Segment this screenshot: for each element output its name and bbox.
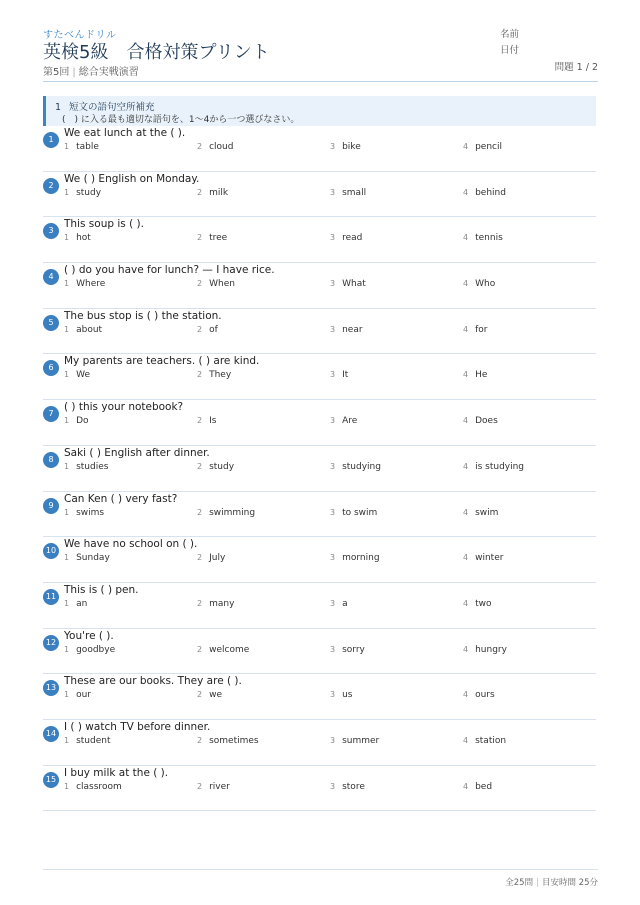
question-item	[43, 492, 596, 538]
question-stem: We ( ) English on Monday.	[64, 172, 200, 185]
option-number: 2	[197, 507, 203, 517]
question-stem: We have no school on ( ).	[64, 538, 198, 551]
answer-option[interactable]	[197, 370, 231, 380]
option-text: read	[342, 233, 363, 244]
answer-option[interactable]	[197, 325, 218, 335]
question-number-badge: 11	[43, 589, 59, 605]
question-stem: I buy milk at the ( ).	[64, 766, 169, 779]
option-number: 3	[330, 735, 336, 745]
answer-option[interactable]	[463, 599, 492, 609]
option-text: bike	[342, 142, 361, 152]
question-stem: Saki ( ) English after dinner.	[64, 446, 210, 459]
answer-options	[64, 416, 596, 430]
option-text: It	[342, 370, 349, 381]
option-text: for	[475, 324, 488, 335]
answer-option[interactable]	[197, 508, 255, 518]
option-number: 1	[64, 279, 70, 289]
option-number: 3	[330, 644, 336, 654]
option-number: 3	[330, 187, 336, 197]
option-text: July	[209, 553, 226, 564]
question-number-badge: 10	[43, 543, 59, 559]
footer-divider	[43, 869, 598, 870]
option-number: 2	[197, 233, 203, 243]
question-stem: You're ( ).	[64, 629, 114, 642]
option-number: 1	[64, 324, 70, 334]
answer-option[interactable]	[463, 736, 506, 746]
option-number: 2	[197, 142, 203, 151]
answer-option[interactable]	[330, 736, 379, 746]
answer-option[interactable]	[64, 690, 91, 700]
option-number: 1	[64, 187, 70, 197]
option-text: welcome	[209, 644, 250, 655]
option-text: us	[342, 690, 353, 701]
name-date-box	[500, 27, 519, 59]
option-number: 2	[197, 735, 203, 745]
answer-option[interactable]	[330, 462, 381, 472]
answer-options	[64, 736, 596, 750]
answer-options	[64, 188, 596, 202]
option-text: classroom	[76, 781, 122, 792]
option-number: 4	[463, 644, 469, 654]
option-text: summer	[342, 735, 380, 746]
question-stem: These are our books. They are ( ).	[64, 675, 242, 688]
answer-option[interactable]	[463, 370, 487, 380]
title-print: 合格対策プリント	[126, 42, 270, 63]
option-text: of	[209, 324, 218, 335]
answer-option[interactable]	[197, 599, 234, 609]
title-level: 英検5級	[43, 42, 109, 63]
answer-options	[64, 690, 596, 704]
answer-option[interactable]	[64, 553, 110, 563]
option-number: 3	[330, 598, 336, 608]
option-text: behind	[475, 187, 506, 198]
option-number: 2	[197, 416, 203, 426]
option-number: 4	[463, 416, 469, 426]
option-number: 2	[197, 781, 203, 791]
answer-option[interactable]	[64, 599, 87, 609]
section-title	[55, 99, 155, 113]
question-stem: Can Ken ( ) very fast?	[64, 492, 178, 505]
date-label: 日付	[500, 45, 520, 56]
option-text: near	[342, 324, 363, 335]
option-number: 1	[64, 507, 70, 517]
answer-options	[64, 645, 596, 659]
question-item	[43, 674, 596, 720]
option-number: 3	[330, 690, 336, 700]
question-list	[43, 126, 596, 811]
answer-option[interactable]	[330, 416, 357, 426]
option-text: an	[76, 598, 88, 609]
option-text: two	[475, 598, 492, 609]
answer-option[interactable]	[330, 508, 377, 518]
answer-option[interactable]	[197, 690, 222, 700]
option-number: 3	[330, 553, 336, 563]
question-number-badge: 14	[43, 726, 59, 742]
answer-option[interactable]	[463, 508, 498, 518]
option-number: 1	[64, 644, 70, 654]
answer-option[interactable]	[197, 553, 225, 563]
answer-option[interactable]	[330, 599, 348, 609]
question-item	[43, 629, 596, 675]
question-number-badge: 1	[43, 132, 59, 148]
option-number: 4	[463, 187, 469, 197]
question-number-badge: 2	[43, 178, 59, 194]
answer-option[interactable]	[463, 233, 503, 243]
answer-option[interactable]	[330, 553, 380, 563]
option-text: goodbye	[76, 644, 116, 655]
question-number-badge: 5	[43, 315, 59, 331]
option-number: 2	[197, 553, 203, 563]
option-number: 3	[330, 233, 336, 243]
option-text: tennis	[475, 233, 503, 244]
option-number: 3	[330, 370, 336, 380]
answer-option[interactable]	[463, 188, 506, 198]
option-text: small	[342, 187, 367, 198]
question-item	[43, 309, 596, 355]
answer-option[interactable]	[64, 188, 101, 198]
answer-option[interactable]	[64, 508, 104, 518]
option-number: 1	[64, 598, 70, 608]
option-text: swimming	[209, 507, 256, 518]
answer-option[interactable]	[64, 645, 115, 655]
option-number: 4	[463, 142, 469, 151]
option-number: 1	[64, 461, 70, 471]
option-number: 3	[330, 279, 336, 289]
answer-option[interactable]	[197, 645, 249, 655]
option-text: When	[209, 279, 235, 290]
option-number: 1	[64, 781, 70, 791]
option-text: swim	[475, 507, 499, 518]
question-stem: This is ( ) pen.	[64, 583, 139, 596]
section-banner	[43, 96, 596, 126]
answer-option[interactable]	[197, 736, 259, 746]
option-number: 2	[197, 370, 203, 380]
answer-option[interactable]	[463, 325, 487, 335]
question-stem: The bus stop is ( ) the station.	[64, 309, 222, 322]
option-text: student	[76, 735, 111, 746]
option-text: ours	[475, 690, 495, 701]
option-number: 4	[463, 233, 469, 243]
question-item	[43, 217, 596, 263]
answer-options	[64, 553, 596, 567]
option-text: Do	[76, 416, 89, 427]
option-number: 1	[64, 416, 70, 426]
answer-option[interactable]	[64, 462, 108, 472]
question-item	[43, 172, 596, 218]
answer-option[interactable]	[463, 142, 502, 152]
worksheet-header	[43, 22, 598, 84]
answer-option[interactable]	[330, 782, 365, 792]
round-label: 第5回	[43, 67, 70, 78]
option-number: 3	[330, 142, 336, 151]
answer-options	[64, 233, 596, 247]
option-number: 1	[64, 690, 70, 700]
question-number-badge: 15	[43, 772, 59, 788]
option-number: 4	[463, 553, 469, 563]
answer-option[interactable]	[330, 370, 348, 380]
option-number: 2	[197, 461, 203, 471]
option-text: Are	[342, 416, 358, 427]
option-text: winter	[475, 553, 504, 564]
option-number: 1	[64, 370, 70, 380]
question-number-badge: 12	[43, 635, 59, 651]
option-text: to swim	[342, 507, 378, 518]
brand-name: すたべんドリル	[43, 30, 117, 41]
option-number: 1	[64, 233, 70, 243]
answer-option[interactable]	[64, 279, 105, 289]
answer-option[interactable]	[330, 188, 366, 198]
answer-option[interactable]	[64, 325, 102, 335]
answer-options	[64, 782, 596, 796]
option-number: 4	[463, 598, 469, 608]
answer-option[interactable]	[463, 416, 498, 426]
option-number: 2	[197, 598, 203, 608]
answer-option[interactable]	[197, 188, 228, 198]
option-text: hungry	[475, 644, 507, 655]
option-text: many	[209, 598, 235, 609]
question-number-badge: 8	[43, 452, 59, 468]
option-text: hot	[76, 233, 91, 244]
option-number: 4	[463, 507, 469, 517]
option-text: is studying	[475, 461, 525, 472]
option-text: swims	[76, 507, 105, 518]
answer-option[interactable]	[463, 690, 495, 700]
question-item	[43, 354, 596, 400]
answer-option[interactable]	[330, 690, 353, 700]
section-instruction: ( ) に入る最も適切な語句を、1〜4から一つ選びなさい。	[62, 115, 300, 125]
subtitle-label: 総合実戦演習	[78, 67, 139, 78]
section-number: 1	[55, 102, 62, 113]
question-stem: ( ) this your notebook?	[64, 401, 184, 414]
option-text: What	[342, 279, 366, 290]
answer-option[interactable]	[64, 416, 89, 426]
section-title-text: 短文の語句空所補充	[69, 102, 155, 113]
question-number-badge: 6	[43, 360, 59, 376]
answer-option[interactable]	[197, 782, 230, 792]
option-text: cloud	[209, 142, 234, 152]
question-stem: This soup is ( ).	[64, 218, 144, 231]
option-number: 4	[463, 781, 469, 791]
answer-option[interactable]	[330, 233, 362, 243]
answer-option[interactable]	[64, 782, 122, 792]
option-number: 3	[330, 507, 336, 517]
question-number-badge: 3	[43, 223, 59, 239]
option-number: 2	[197, 644, 203, 654]
question-item	[43, 583, 596, 629]
answer-option[interactable]	[330, 645, 365, 655]
option-text: station	[475, 735, 507, 746]
question-stem: ( ) do you have for lunch? — I have rice.	[64, 264, 275, 277]
option-number: 3	[330, 416, 336, 426]
time-estimate: 目安時間 25分	[541, 878, 598, 888]
answer-option[interactable]	[330, 142, 361, 152]
option-text: morning	[342, 553, 380, 564]
question-item	[43, 537, 596, 583]
option-text: study	[76, 187, 102, 198]
option-text: bed	[475, 781, 493, 792]
page-indicator: 問題 1 / 2	[554, 62, 598, 73]
question-item	[43, 263, 596, 309]
answer-option[interactable]	[197, 233, 227, 243]
option-text: store	[342, 781, 365, 792]
option-text: river	[209, 781, 230, 792]
answer-option[interactable]	[463, 462, 524, 472]
question-item	[43, 446, 596, 492]
question-stem: My parents are teachers. ( ) are kind.	[64, 355, 260, 368]
option-text: Who	[475, 279, 496, 290]
header-divider	[43, 81, 598, 82]
option-number: 4	[463, 370, 469, 380]
option-number: 1	[64, 553, 70, 563]
option-number: 3	[330, 324, 336, 334]
answer-option[interactable]	[64, 370, 90, 380]
question-number-badge: 7	[43, 406, 59, 422]
option-number: 4	[463, 324, 469, 334]
option-number: 1	[64, 142, 70, 151]
option-number: 2	[197, 187, 203, 197]
option-text: about	[76, 324, 103, 335]
option-number: 2	[197, 690, 203, 700]
question-stem: We eat lunch at the ( ).	[64, 127, 186, 139]
answer-options	[64, 325, 596, 339]
answer-options	[64, 508, 596, 522]
answer-option[interactable]	[463, 553, 503, 563]
option-text: He	[475, 370, 488, 381]
total-questions: 全25問	[505, 878, 534, 888]
question-item	[43, 766, 596, 812]
page-title	[43, 38, 270, 64]
answer-option[interactable]	[64, 233, 91, 243]
option-text: milk	[209, 187, 229, 198]
option-text: Sunday	[76, 553, 110, 564]
option-text: sorry	[342, 644, 365, 655]
question-number-badge: 13	[43, 680, 59, 696]
option-number: 2	[197, 279, 203, 289]
answer-options	[64, 142, 596, 156]
answer-option[interactable]	[64, 736, 111, 746]
answer-option[interactable]	[64, 142, 99, 152]
answer-options	[64, 462, 596, 476]
option-text: pencil	[475, 142, 502, 152]
option-text: tree	[209, 233, 228, 244]
footer-info: 全25問 | 目安時間 25分	[505, 878, 598, 888]
answer-option[interactable]	[330, 325, 363, 335]
option-text: our	[76, 690, 92, 701]
option-number: 1	[64, 735, 70, 745]
option-number: 2	[197, 324, 203, 334]
name-label: 名前	[500, 29, 520, 40]
answer-options	[64, 370, 596, 384]
page-subtitle: 第5回 | 総合実戦演習	[43, 67, 139, 78]
option-text: a	[342, 598, 348, 609]
question-number-badge: 4	[43, 269, 59, 285]
option-text: Does	[475, 416, 498, 427]
option-number: 4	[463, 735, 469, 745]
option-text: We	[76, 370, 91, 381]
answer-option[interactable]	[330, 279, 366, 289]
option-text: Where	[76, 279, 106, 290]
question-item	[43, 720, 596, 766]
answer-option[interactable]	[197, 462, 234, 472]
option-text: we	[209, 690, 222, 701]
option-number: 3	[330, 461, 336, 471]
answer-option[interactable]	[463, 645, 507, 655]
option-text: table	[76, 142, 99, 152]
answer-option[interactable]	[197, 279, 235, 289]
question-stem: I ( ) watch TV before dinner.	[64, 720, 211, 733]
answer-option[interactable]	[197, 142, 233, 152]
option-text: They	[209, 370, 232, 381]
option-number: 4	[463, 690, 469, 700]
answer-option[interactable]	[463, 782, 492, 792]
answer-options	[64, 599, 596, 613]
option-number: 4	[463, 461, 469, 471]
option-text: sometimes	[209, 735, 259, 746]
option-number: 4	[463, 279, 469, 289]
option-text: studying	[342, 461, 381, 472]
option-text: Is	[209, 416, 217, 427]
question-item	[43, 400, 596, 446]
question-item	[43, 126, 596, 172]
answer-option[interactable]	[197, 416, 216, 426]
question-number-badge: 9	[43, 498, 59, 514]
option-text: studies	[76, 461, 109, 472]
answer-option[interactable]	[463, 279, 495, 289]
answer-options	[64, 279, 596, 293]
option-number: 3	[330, 781, 336, 791]
option-text: study	[209, 461, 235, 472]
